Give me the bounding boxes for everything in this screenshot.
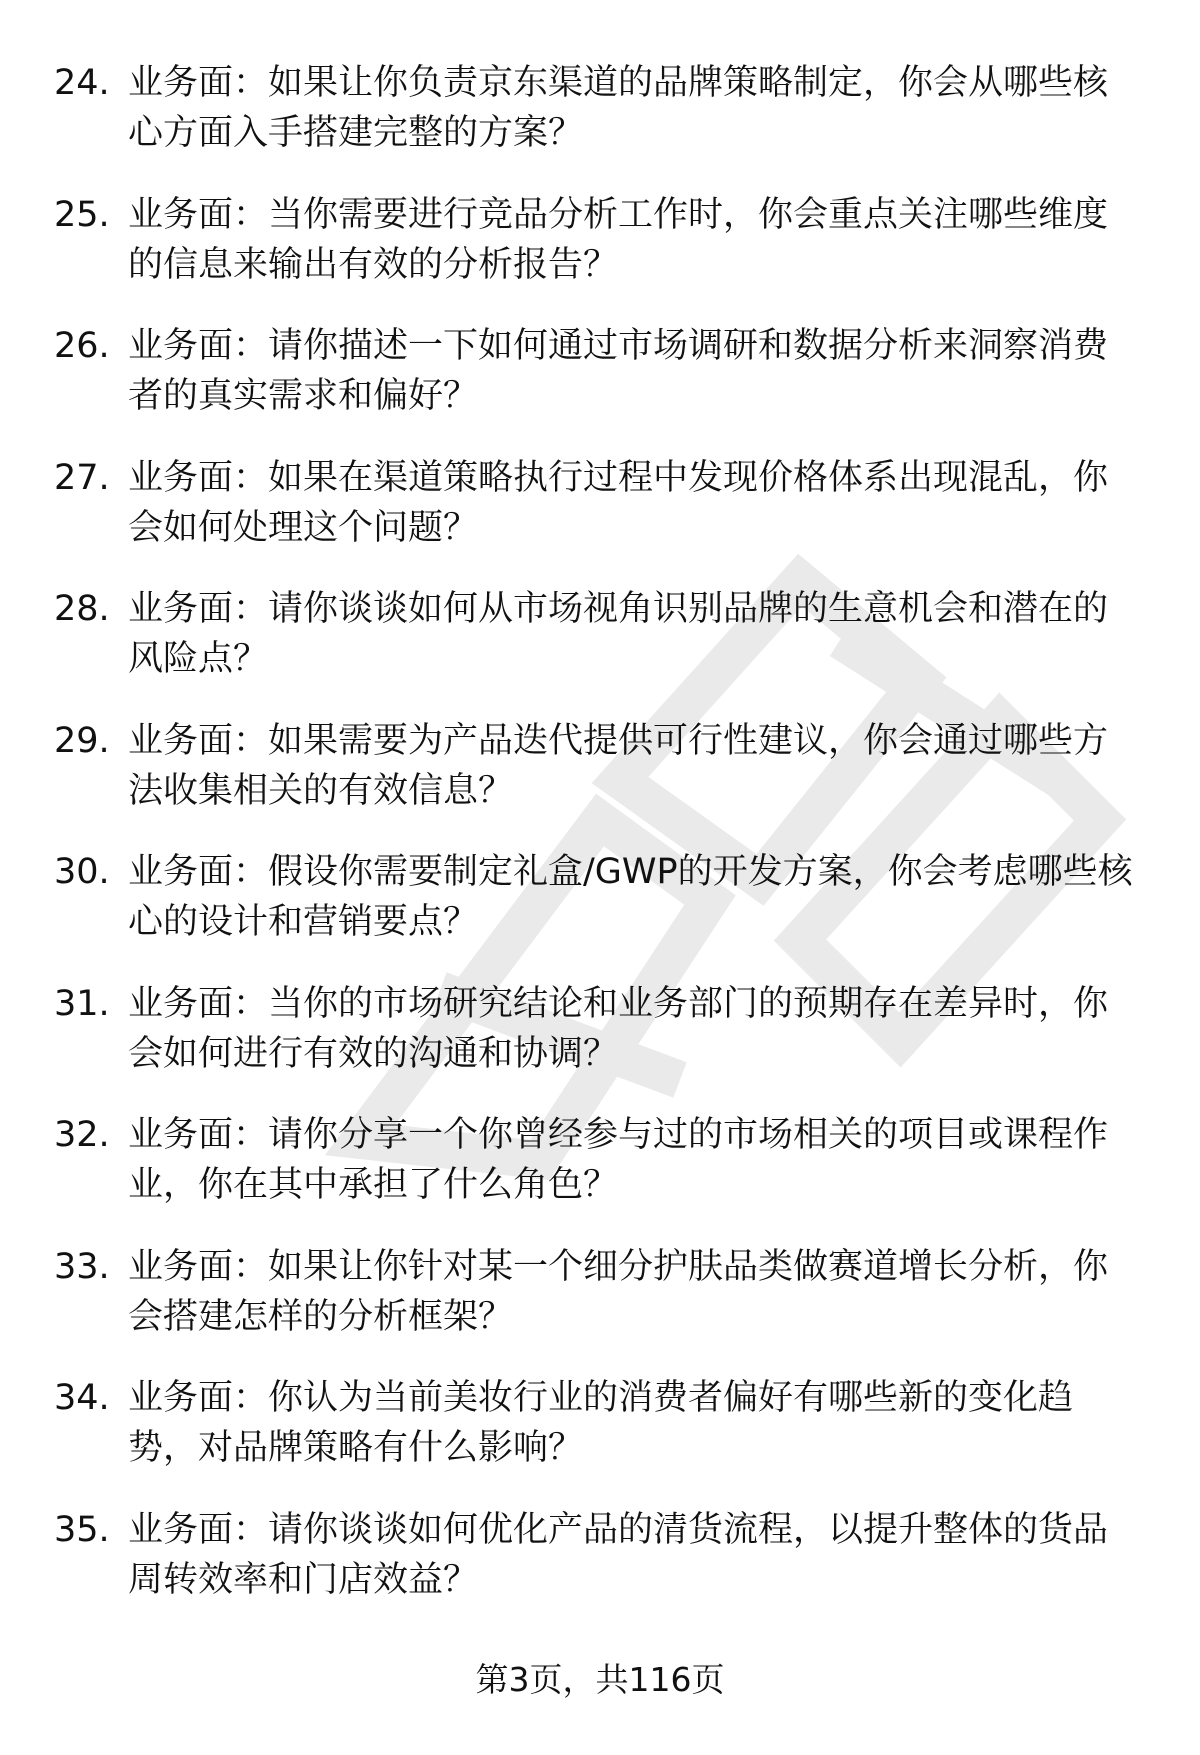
- question-number: 32.: [54, 1115, 110, 1155]
- question-number: 25.: [54, 194, 110, 235]
- question-number: 24.: [54, 63, 110, 103]
- list-item: [0, 1110, 1200, 1242]
- question-text: 业务面：你认为当前美妆行业的消费者偏好有哪些新的变化趋势，对品牌策略有什么影响？: [128, 1378, 1074, 1468]
- list-item: [0, 716, 1200, 848]
- question-text: 业务面：假设你需要制定礼盒/GWP的开发方案，你会考虑哪些核心的设计和营销要点？: [128, 852, 1133, 942]
- list-item: [0, 979, 1200, 1111]
- question-number: 29.: [54, 720, 110, 761]
- list-item: [0, 847, 1200, 979]
- question-number: 28.: [54, 589, 110, 629]
- question-text: 业务面：如果在渠道策略执行过程中发现价格体系出现混乱，你会如何处理这个问题？: [128, 457, 1109, 548]
- question-number: 33.: [54, 1246, 110, 1287]
- question-text: 业务面：当你需要进行竞品分析工作时，你会重点关注哪些维度的信息来输出有效的分析报告？: [128, 194, 1109, 285]
- question-number: 27.: [54, 457, 110, 498]
- list-item: [0, 1373, 1200, 1505]
- list-item: [0, 321, 1200, 453]
- question-text: 业务面：请你描述一下如何通过市场调研和数据分析来洞察消费者的真实需求和偏好？: [128, 326, 1109, 416]
- question-text: 业务面：如果需要为产品迭代提供可行性建议，你会通过哪些方法收集相关的有效信息？: [128, 720, 1109, 811]
- question-number: 34.: [54, 1378, 110, 1418]
- question-number: 31.: [54, 983, 110, 1024]
- question-number: 30.: [54, 852, 110, 892]
- question-text: 业务面：如果让你负责京东渠道的品牌策略制定，你会从哪些核心方面入手搭建完整的方案？: [128, 63, 1109, 153]
- question-number: 35.: [54, 1509, 110, 1550]
- page-footer: 第3页，共116页: [475, 1660, 725, 1699]
- question-text: 业务面：请你分享一个你曾经参与过的市场相关的项目或课程作业，你在其中承担了什么角色？: [128, 1115, 1109, 1205]
- question-text: 业务面：请你谈谈如何从市场视角识别品牌的生意机会和潜在的风险点？: [128, 589, 1109, 679]
- list-item: [0, 584, 1200, 716]
- list-item: [0, 453, 1200, 585]
- question-text: 业务面：如果让你针对某一个细分护肤品类做赛道增长分析，你会搭建怎样的分析框架？: [128, 1246, 1109, 1337]
- question-text: 业务面：请你谈谈如何优化产品的清货流程，以提升整体的货品周转效率和门店效益？: [128, 1509, 1109, 1600]
- question-list: [0, 58, 1200, 1636]
- list-item: [0, 1242, 1200, 1374]
- list-item: [0, 190, 1200, 322]
- question-number: 26.: [54, 326, 110, 366]
- list-item: [0, 58, 1200, 190]
- question-text: 业务面：当你的市场研究结论和业务部门的预期存在差异时，你会如何进行有效的沟通和协调？: [128, 983, 1109, 1074]
- list-item: [0, 1505, 1200, 1637]
